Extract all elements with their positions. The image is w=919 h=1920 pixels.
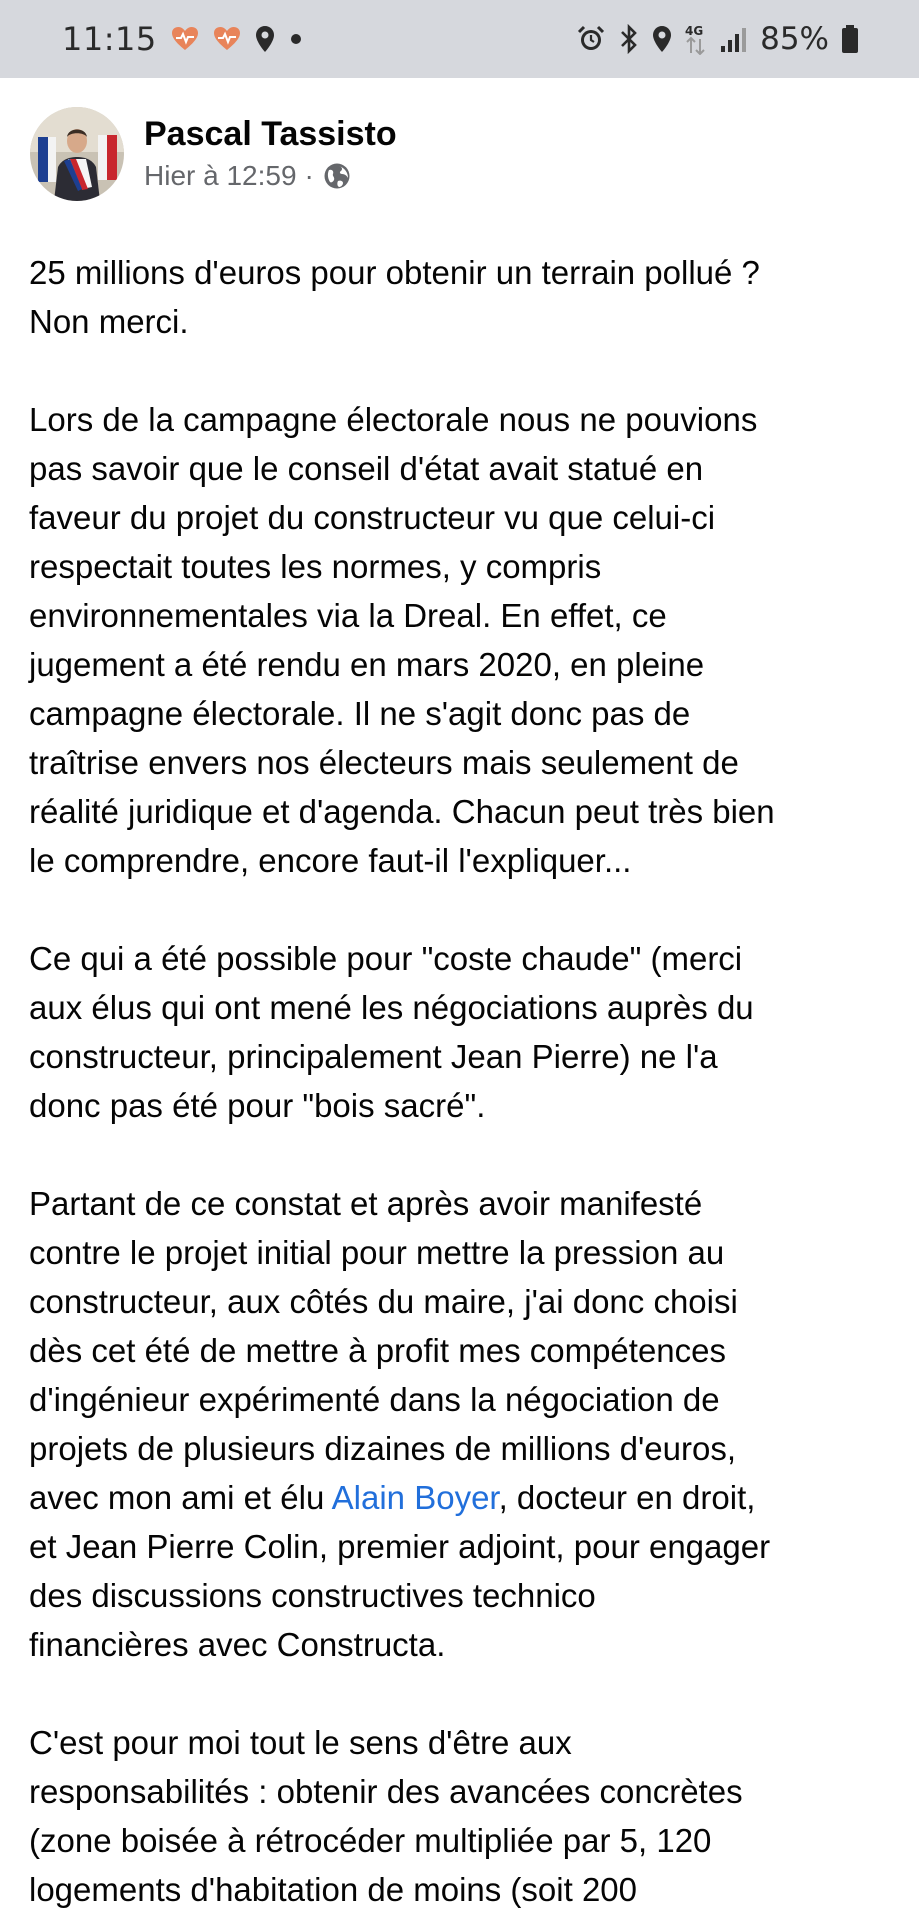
notification-dot-icon: [289, 32, 303, 46]
author-avatar[interactable]: [30, 107, 124, 201]
paragraph-4-text-after: , docteur en droit, et Jean Pierre Colin, premier adjoint, pour engager des discussions constructives technico financières avec Constructa.: [29, 1479, 771, 1663]
post-paragraph-1: 25 millions d'euros pour obtenir un terrain pollué ? Non merci.: [29, 254, 760, 340]
post-meta: [144, 158, 397, 194]
author-name[interactable]: Pascal Tassisto: [144, 115, 397, 153]
post-paragraph-2: Lors de la campagne électorale nous ne pouvions pas savoir que le conseil d'état avait statué en faveur du projet du constructeur vu que celui-ci respectait toutes les normes, y compris environnementales via la Dreal. En effet, ce jugement a été rendu en mars 2020, en pleine campagne électorale. Il ne s'agit donc pas de traîtrise envers nos électeurs mais seulement de réalité juridique et d'agenda. Chacun peut très bien le comprendre, encore faut-il l'expliquer...: [29, 401, 775, 879]
post-timestamp[interactable]: Hier à 12:59: [144, 160, 297, 191]
location-pin-icon: [255, 25, 275, 53]
health-heart-icon: [171, 26, 199, 52]
post-paragraph-4: [29, 1179, 899, 1669]
author-block: [144, 114, 397, 194]
alarm-icon: [576, 24, 606, 54]
svg-text:4G: 4G: [685, 24, 704, 38]
facebook-post: [0, 78, 919, 1920]
health-heart-icon-2: [213, 26, 241, 52]
status-clock: 11:15: [62, 20, 157, 58]
mobile-data-icon: [684, 23, 708, 55]
battery-percentage: 85%: [760, 21, 829, 57]
post-paragraph-3: Ce qui a été possible pour "coste chaude" (merci aux élus qui ont mené les négociations auprès du constructeur, principalement Jean Pierre) ne l'a donc pas été pour "bois sacré".: [29, 940, 754, 1124]
meta-separator: ·: [304, 160, 314, 191]
bluetooth-icon: [618, 24, 640, 54]
post-body: [29, 248, 899, 1920]
post-paragraph-5: C'est pour moi tout le sens d'être aux responsabilités : obtenir des avancées concrètes (zone boisée à rétrocéder multipliée par 5, 120 logements d'habitation de moins (soit 200: [29, 1724, 743, 1908]
status-left: [62, 18, 303, 60]
globe-icon[interactable]: [322, 161, 352, 191]
signal-strength-icon: [720, 25, 748, 53]
status-bar: [0, 0, 919, 78]
status-right: [576, 18, 859, 60]
paragraph-4-text-before: Partant de ce constat et après avoir manifesté contre le projet initial pour mettre la pression au constructeur, aux côtés du maire, j'ai donc choisi dès cet été de mettre à profit mes compétences d'ingénieur expérimenté dans la négociation de projets de plusieurs dizaines de millions d'euros, avec mon ami et élu: [29, 1185, 738, 1516]
battery-icon: [841, 24, 859, 54]
location-pin-icon-right: [652, 25, 672, 53]
post-header: [30, 106, 397, 202]
mention-link[interactable]: Alain Boyer: [331, 1479, 499, 1516]
